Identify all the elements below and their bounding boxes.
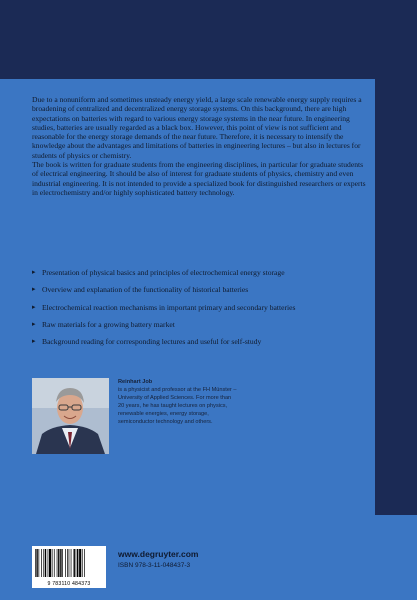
barcode-bar	[77, 549, 78, 577]
barcode-bar	[69, 549, 70, 577]
barcode-bar	[84, 549, 85, 577]
description-paragraph-1: Due to a nonuniform and sometimes unsteady energy yield, a large scale renewable energy supply requires a broadening of centralized and decentralized energy storage systems. On this background, there are high expectations on batteries with regard to various energy storage systems in the near future. In engineering studies, batteries are usually regarded as a black box. However, this point of view is not sufficient and reasonable for the energy storage demands of the near future. Therefore, it is necessary to intensify the knowledge about the advantages and limitations of batteries in engineering lectures – but also in lectures for students of physics or chemistry.	[32, 95, 362, 160]
triangle-bullet-icon: ▸	[32, 302, 36, 311]
feature-item: ▸ Presentation of physical basics and principles of electrochemical energy storage	[32, 268, 285, 277]
isbn-number: ISBN 978-3-11-048437-3	[118, 562, 191, 569]
triangle-bullet-icon: ▸	[32, 337, 36, 346]
triangle-bullet-icon: ▸	[32, 319, 36, 328]
feature-item: ▸ Overview and explanation of the functionality of historical batteries	[32, 285, 249, 295]
author-info	[118, 378, 238, 426]
publisher-info	[118, 549, 198, 569]
barcode-bar	[58, 549, 59, 577]
feature-item: ▸ Raw materials for a growing battery market	[32, 319, 175, 329]
barcode-bar	[62, 549, 63, 577]
barcode-bar	[48, 549, 49, 577]
barcode-bar	[52, 549, 53, 577]
feature-item: ▸ Electrochemical reaction mechanisms in important primary and secondary batteries	[32, 302, 296, 312]
barcode-bar	[67, 549, 68, 577]
barcode-bar	[45, 549, 46, 577]
barcode-bar	[35, 549, 36, 577]
barcode-bar	[71, 549, 72, 577]
barcode-bar	[74, 549, 75, 577]
barcode-bars	[32, 546, 106, 580]
triangle-bullet-icon: ▸	[32, 268, 36, 276]
barcode-bar	[60, 549, 61, 577]
barcode-bar	[41, 549, 42, 577]
author-name: Reinhart Job	[118, 379, 153, 385]
barcode-bar	[36, 549, 37, 577]
isbn-barcode	[32, 546, 106, 588]
publisher-url: www.degruyter.com	[118, 549, 199, 559]
barcode-bar	[49, 549, 51, 577]
barcode-bar	[76, 549, 77, 577]
feature-list	[32, 268, 367, 354]
barcode-bar	[79, 549, 81, 577]
barcode-bar	[57, 549, 58, 577]
feature-item: ▸ Background reading for corresponding lectures and useful for self-study	[32, 337, 262, 347]
author-bio: is a physicist and professor at the FH Münster – University of Applied Sciences. For more than 20 years, he has taught lectures on physics, renewable energies, energy storage, semiconductor technology and others.	[118, 387, 237, 425]
barcode-bar	[39, 549, 40, 577]
triangle-bullet-icon: ▸	[32, 285, 36, 294]
barcode-bar	[65, 549, 66, 577]
book-description	[32, 95, 367, 197]
blue-spine-strip	[375, 515, 417, 600]
barcode-bar	[82, 549, 83, 577]
barcode-bar	[54, 549, 55, 577]
barcode-bar	[43, 549, 44, 577]
author-photo	[32, 378, 109, 454]
barcode-digits: 9 783110 484373	[47, 581, 91, 587]
description-paragraph-2: The book is written for graduate students from the engineering disciplines, in particular for graduate students of electrical engineering. It should be also of interest for graduate students of physics, chemistry and even industrial engineering. It is not intended to provide a specialized book for distinguished researchers or experts in electrochemistry and/or highly sophisticated battery technology.	[32, 160, 366, 197]
